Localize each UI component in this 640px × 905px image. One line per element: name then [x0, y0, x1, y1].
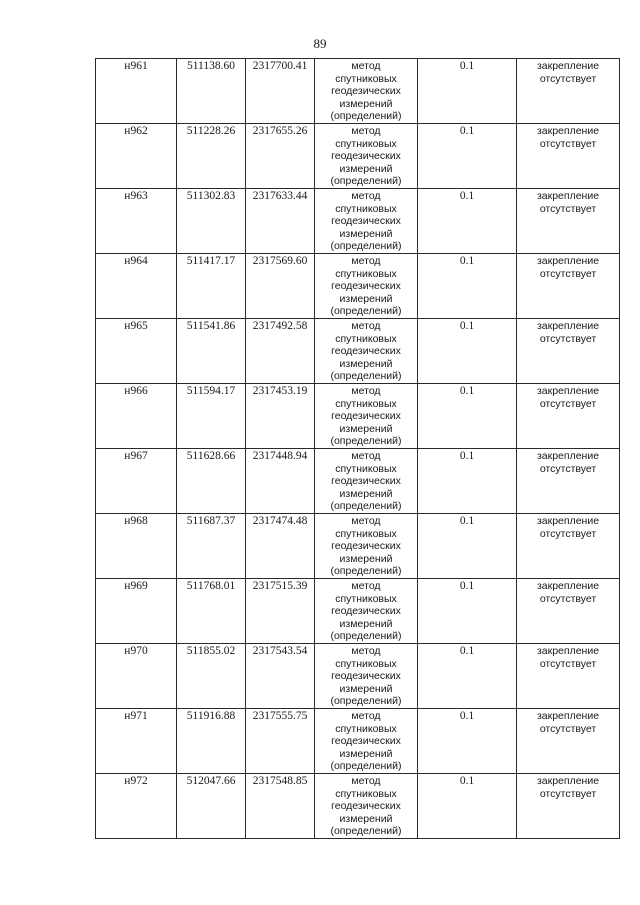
determination-method: метод спутниковых геодезических измерений (определений) — [315, 774, 418, 839]
coordinate-x: 511302.83 — [177, 189, 246, 254]
coordinate-y: 2317655.26 — [246, 124, 315, 189]
accuracy: 0.1 — [418, 189, 517, 254]
boundary-points-table — [95, 58, 620, 839]
coordinate-x: 511138.60 — [177, 59, 246, 124]
accuracy: 0.1 — [418, 774, 517, 839]
point-name: н970 — [96, 644, 177, 709]
table-row — [96, 319, 620, 384]
accuracy: 0.1 — [418, 579, 517, 644]
determination-method: метод спутниковых геодезических измерений (определений) — [315, 254, 418, 319]
coordinate-x: 511768.01 — [177, 579, 246, 644]
coordinate-y: 2317548.85 — [246, 774, 315, 839]
determination-method: метод спутниковых геодезических измерений (определений) — [315, 189, 418, 254]
table-row — [96, 124, 620, 189]
point-name: н972 — [96, 774, 177, 839]
table-row — [96, 449, 620, 514]
fixing-description: закрепление отсутствует — [517, 189, 620, 254]
coordinate-x: 511687.37 — [177, 514, 246, 579]
fixing-description: закрепление отсутствует — [517, 319, 620, 384]
coordinate-y: 2317492.58 — [246, 319, 315, 384]
table-row — [96, 774, 620, 839]
point-name: н963 — [96, 189, 177, 254]
coordinate-y: 2317700.41 — [246, 59, 315, 124]
point-name: н965 — [96, 319, 177, 384]
coordinate-x: 512047.66 — [177, 774, 246, 839]
accuracy: 0.1 — [418, 384, 517, 449]
point-name: н968 — [96, 514, 177, 579]
fixing-description: закрепление отсутствует — [517, 384, 620, 449]
coordinate-y: 2317515.39 — [246, 579, 315, 644]
determination-method: метод спутниковых геодезических измерений (определений) — [315, 384, 418, 449]
table-row — [96, 514, 620, 579]
coordinate-y: 2317633.44 — [246, 189, 315, 254]
table-row — [96, 254, 620, 319]
coordinate-x: 511541.86 — [177, 319, 246, 384]
determination-method: метод спутниковых геодезических измерений (определений) — [315, 579, 418, 644]
fixing-description: закрепление отсутствует — [517, 254, 620, 319]
fixing-description: закрепление отсутствует — [517, 124, 620, 189]
point-name: н964 — [96, 254, 177, 319]
accuracy: 0.1 — [418, 514, 517, 579]
table-row — [96, 59, 620, 124]
coordinate-y: 2317474.48 — [246, 514, 315, 579]
fixing-description: закрепление отсутствует — [517, 774, 620, 839]
point-name: н971 — [96, 709, 177, 774]
accuracy: 0.1 — [418, 709, 517, 774]
fixing-description: закрепление отсутствует — [517, 59, 620, 124]
fixing-description: закрепление отсутствует — [517, 449, 620, 514]
table-row — [96, 709, 620, 774]
determination-method: метод спутниковых геодезических измерений (определений) — [315, 124, 418, 189]
accuracy: 0.1 — [418, 644, 517, 709]
coordinate-y: 2317569.60 — [246, 254, 315, 319]
point-name: н961 — [96, 59, 177, 124]
fixing-description: закрепление отсутствует — [517, 514, 620, 579]
coordinate-x: 511594.17 — [177, 384, 246, 449]
coordinate-x: 511855.02 — [177, 644, 246, 709]
fixing-description: закрепление отсутствует — [517, 709, 620, 774]
coordinate-x: 511417.17 — [177, 254, 246, 319]
coordinate-y: 2317555.75 — [246, 709, 315, 774]
accuracy: 0.1 — [418, 319, 517, 384]
determination-method: метод спутниковых геодезических измерений (определений) — [315, 514, 418, 579]
point-name: н966 — [96, 384, 177, 449]
table-row — [96, 189, 620, 254]
accuracy: 0.1 — [418, 449, 517, 514]
determination-method: метод спутниковых геодезических измерений (определений) — [315, 644, 418, 709]
determination-method: метод спутниковых геодезических измерений (определений) — [315, 449, 418, 514]
coordinate-x: 511228.26 — [177, 124, 246, 189]
coordinate-y: 2317453.19 — [246, 384, 315, 449]
point-name: н969 — [96, 579, 177, 644]
accuracy: 0.1 — [418, 254, 517, 319]
determination-method: метод спутниковых геодезических измерений (определений) — [315, 709, 418, 774]
coordinate-x: 511628.66 — [177, 449, 246, 514]
fixing-description: закрепление отсутствует — [517, 644, 620, 709]
fixing-description: закрепление отсутствует — [517, 579, 620, 644]
coordinate-y: 2317448.94 — [246, 449, 315, 514]
table-row — [96, 579, 620, 644]
determination-method: метод спутниковых геодезических измерений (определений) — [315, 319, 418, 384]
determination-method: метод спутниковых геодезических измерений (определений) — [315, 59, 418, 124]
table-row — [96, 384, 620, 449]
accuracy: 0.1 — [418, 124, 517, 189]
coordinate-x: 511916.88 — [177, 709, 246, 774]
point-name: н962 — [96, 124, 177, 189]
point-name: н967 — [96, 449, 177, 514]
page-number: 89 — [313, 36, 327, 51]
coordinate-y: 2317543.54 — [246, 644, 315, 709]
table-row — [96, 644, 620, 709]
accuracy: 0.1 — [418, 59, 517, 124]
